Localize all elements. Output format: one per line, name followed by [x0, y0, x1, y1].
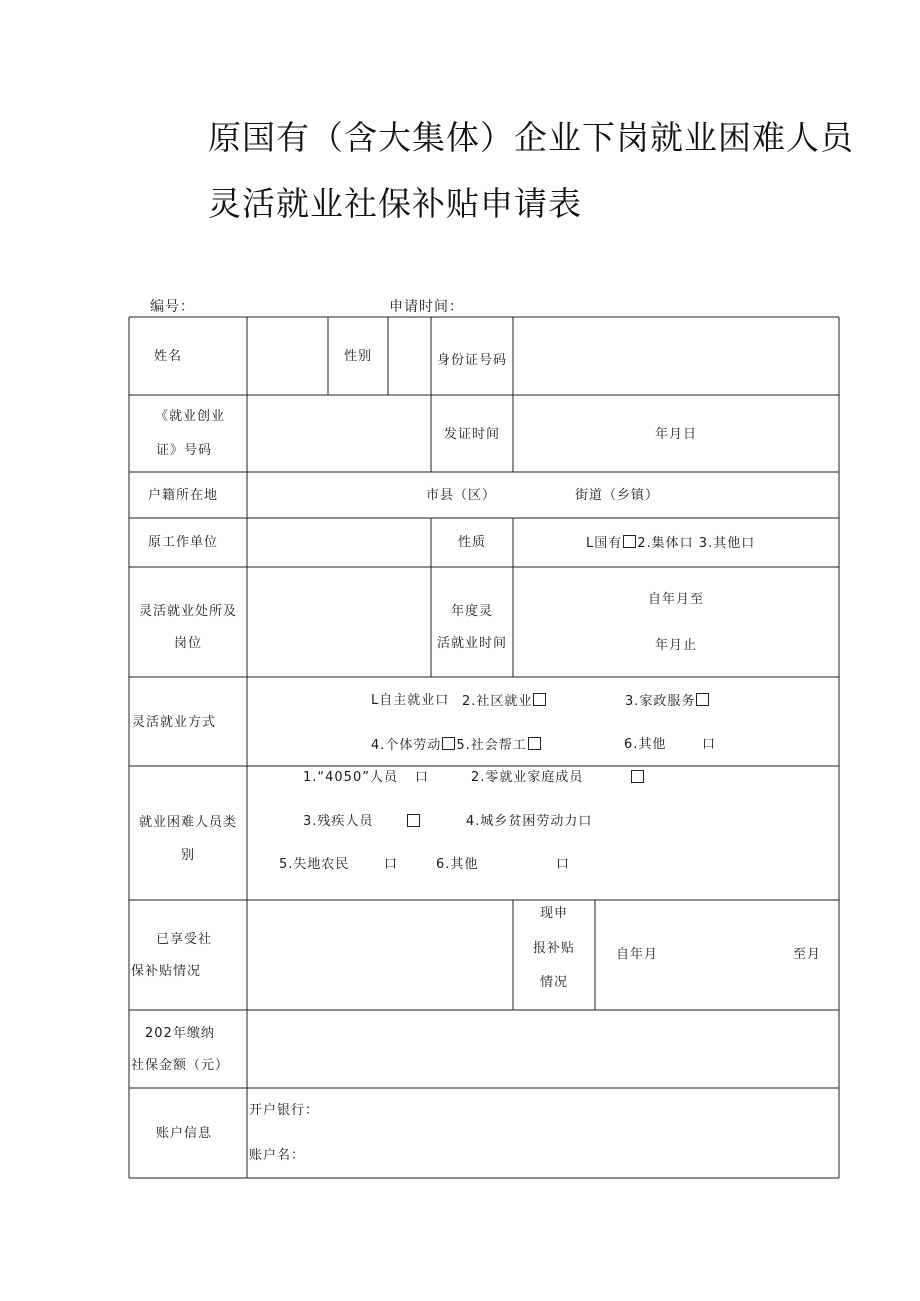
mode-community-checkbox[interactable]: [533, 693, 546, 706]
category-option-other: 6.其他: [436, 857, 479, 872]
category-option-zero-employment: 2.零就业家庭成员: [471, 770, 584, 785]
nature-option-other: 3.其他口: [698, 536, 756, 551]
issue-date-value: 年月日: [654, 427, 698, 442]
annual-time-label-line-2: 活就业时间: [436, 636, 508, 651]
employment-mode-label: 灵活就业方式: [132, 715, 217, 730]
bank-label: 开户银行：: [249, 1103, 320, 1118]
category-landless-farmer-box[interactable]: 口: [384, 857, 399, 872]
account-info-label: 账户信息: [155, 1126, 213, 1141]
mode-other-box[interactable]: 口: [702, 737, 717, 752]
nature-option-state: L国有: [586, 536, 623, 551]
account-name-label: 账户名：: [249, 1148, 306, 1163]
nature-label: 性质: [457, 535, 487, 550]
gender-label: 性别: [343, 349, 373, 364]
mode-option-individual-label: 4.个体劳动: [371, 738, 442, 753]
category-disabled-box[interactable]: [406, 814, 421, 831]
cert-number-label-line-1: 《就业创业: [154, 409, 226, 424]
mode-social-help-checkbox[interactable]: [528, 737, 541, 750]
nature-options: [586, 535, 755, 552]
current-subsidy-label-line-2: 报补贴: [532, 941, 576, 956]
category-4050-box[interactable]: 口: [415, 770, 430, 785]
mode-option-other: 6.其他: [624, 737, 667, 752]
number-label: 编号：: [150, 299, 195, 315]
annual-time-value-line-1: 自年月至: [647, 592, 705, 607]
category-label-line-2: 别: [180, 848, 196, 863]
issue-date-label: 发证时间: [443, 427, 501, 442]
mode-individual-checkbox[interactable]: [442, 737, 455, 750]
current-subsidy-label-line-3: 情况: [539, 975, 569, 990]
category-zero-employment-box[interactable]: [630, 770, 645, 787]
mode-option-social-help-label: 5.社会帮工: [456, 738, 527, 753]
workplace-label-line-1: 灵活就业处所及: [138, 604, 238, 619]
mode-option-individual: [371, 737, 542, 754]
mode-option-community: [462, 693, 547, 710]
category-option-disabled: 3.残疾人员: [303, 814, 374, 829]
enjoyed-subsidy-label-line-2: 保补贴情况: [131, 964, 202, 979]
household-label: 户籍所在地: [147, 488, 219, 503]
mode-option-community-label: 2.社区就业: [462, 694, 533, 709]
paid-amount-label-line-2: 社保金额（元）: [131, 1058, 230, 1073]
annual-time-value-line-2: 年月止: [654, 638, 698, 653]
category-option-landless-farmer: 5.失地农民: [279, 857, 350, 872]
nature-state-checkbox[interactable]: [623, 535, 636, 548]
category-disabled-checkbox[interactable]: [407, 814, 420, 827]
category-label-line-1: 就业困难人员类: [138, 815, 238, 830]
name-label: 姓名: [153, 349, 183, 364]
application-date-label: 申请时间：: [389, 299, 464, 315]
household-street: 街道（乡镇）: [575, 488, 660, 503]
mode-option-domestic: [625, 693, 710, 710]
current-subsidy-from: 自年月: [616, 947, 659, 962]
id-number-label: 身份证号码: [436, 353, 508, 368]
nature-option-collective: 2.集体口: [637, 536, 694, 551]
form-title-line-2: 灵活就业社保补贴申请表: [208, 184, 582, 223]
paid-amount-label-line-1: 202年缴纳: [145, 1026, 215, 1041]
mode-option-domestic-label: 3.家政服务: [625, 694, 696, 709]
original-unit-label: 原工作单位: [147, 535, 219, 550]
current-subsidy-label-line-1: 现申: [539, 906, 569, 921]
workplace-label-line-2: 岗位: [173, 636, 203, 651]
category-zero-employment-checkbox[interactable]: [631, 770, 644, 783]
cert-number-label-line-2: 证》号码: [155, 443, 213, 458]
current-subsidy-to: 至月: [793, 947, 822, 962]
category-option-poor-labor: 4.城乡贫困劳动力口: [466, 814, 593, 829]
enjoyed-subsidy-label-line-1: 已享受社: [155, 932, 213, 947]
mode-domestic-checkbox[interactable]: [696, 693, 709, 706]
category-option-4050: 1.“4050”人员: [303, 770, 398, 785]
form-title-line-1: 原国有（含大集体）企业下岗就业困难人员: [208, 118, 854, 157]
household-city: 市县（区）: [426, 488, 497, 503]
mode-option-self-employed: L自主就业口: [371, 693, 450, 708]
annual-time-label-line-1: 年度灵: [450, 604, 494, 619]
category-other-box[interactable]: 口: [556, 857, 571, 872]
